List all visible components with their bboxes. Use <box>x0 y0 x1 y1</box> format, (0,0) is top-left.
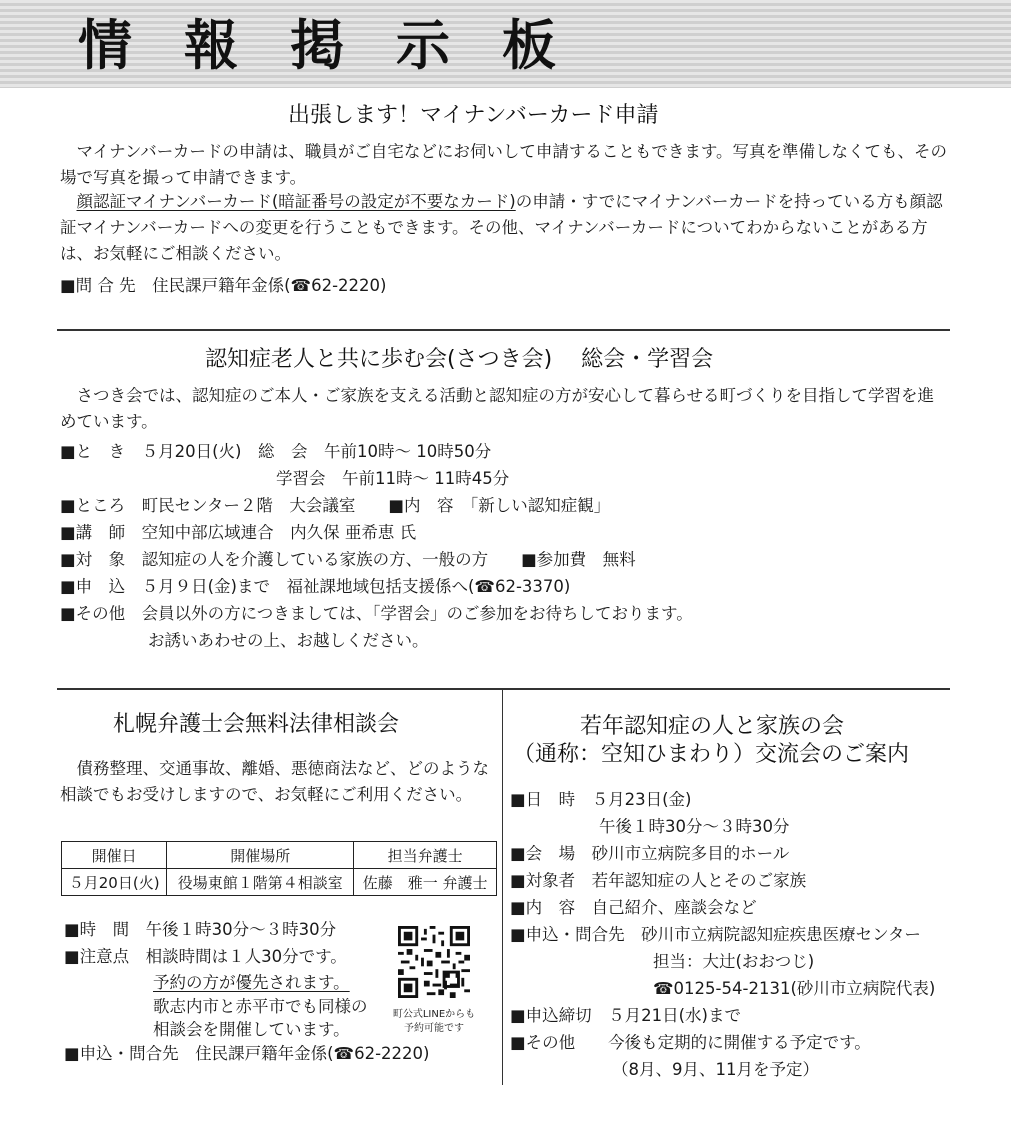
section-title-himawari: 若年認知症の人と家族の会 <box>580 714 845 739</box>
himawari-other-2: （8月、9月、11月を予定） <box>612 1060 819 1079</box>
table-header-row <box>62 842 497 869</box>
mynumber-contact: ■問 合 先 住民課戸籍年金係(☎62-2220) <box>60 276 387 295</box>
satsuki-lecturer: ■講 師 空知中部広域連合 内久保 亜希恵 氏 <box>60 523 417 542</box>
header-banner <box>0 0 1011 88</box>
satsuki-place: ■ところ 町民センター２階 大会議室 ■内 容 「新しい認知症観」 <box>60 496 611 515</box>
satsuki-apply: ■申 込 ５月９日(金)まで 福祉課地域包括支援係へ(☎62-3370) <box>60 577 571 596</box>
column-divider <box>502 690 503 1085</box>
himawari-date: ■日 時 ５月23日(金) <box>510 790 692 809</box>
himawari-person: 担当：大辻(おおつじ) <box>653 952 815 971</box>
table-header: 担当弁護士 <box>354 842 497 869</box>
table-cell-place: 役場東館１階第４相談室 <box>167 869 354 896</box>
himawari-phone: ☎0125-54-2131(砂川市立病院代表) <box>653 979 936 998</box>
lawyer-time: ■時 間 午後１時30分～３時30分 <box>64 920 337 939</box>
lawyer-note: ■注意点 相談時間は１人30分です。 <box>64 947 347 966</box>
lawyer-note-3: 歌志内市と赤平市でも同様の <box>153 997 368 1016</box>
lawyer-table <box>61 841 497 896</box>
section-title-lawyer: 札幌弁護士会無料法律相談会 <box>113 712 400 737</box>
table-cell-date: ５月20日(火) <box>62 869 167 896</box>
himawari-deadline: ■申込締切 ５月21日(水)まで <box>510 1006 741 1025</box>
mynumber-paragraph-2 <box>60 189 950 267</box>
himawari-apply: ■申込・問合先 砂川市立病院認知症疾患医療センター <box>510 925 921 944</box>
page-title: 情報掲示板 <box>78 14 608 77</box>
section-title-mynumber: 出張します！マイナンバーカード申請 <box>288 103 659 128</box>
qr-caption <box>388 1008 480 1036</box>
qr-code-icon[interactable] <box>398 926 470 998</box>
table-header: 開催日 <box>62 842 167 869</box>
divider <box>57 688 950 690</box>
himawari-target: ■対象者 若年認知症の人とそのご家族 <box>510 871 807 890</box>
himawari-content: ■内 容 自己紹介、座談会など <box>510 898 757 917</box>
satsuki-target: ■対 象 認知症の人を介護している家族の方、一般の方 ■参加費 無料 <box>60 550 636 569</box>
satsuki-other-2: お誘いあわせの上、お越しください。 <box>148 631 429 650</box>
lawyer-note-underlined: 予約の方が優先されます。 <box>153 973 350 992</box>
lawyer-paragraph: 債務整理、交通事故、離婚、悪徳商法など、どのような相談でもお受けしますので、お気軽にご利用ください。 <box>60 759 489 804</box>
lawyer-note-4: 相談会を開催しています。 <box>153 1020 350 1039</box>
divider <box>57 329 950 331</box>
lawyer-contact: ■申込・問合先 住民課戸籍年金係(☎62-2220) <box>64 1044 430 1063</box>
mynumber-paragraph-1: マイナンバーカードの申請は、職員がご自宅などにお伺いして申請することもできます。写真を準備しなくても、その場で写真を撮って申請できます。 <box>60 142 948 187</box>
table-row <box>62 869 497 896</box>
himawari-other: ■その他 今後も定期的に開催する予定です。 <box>510 1033 871 1052</box>
mynumber-underlined-text: 顔認証マイナンバーカード(暗証番号の設定が不要なカード) <box>76 192 516 211</box>
section-subtitle-himawari: （通称：空知ひまわり）交流会のご案内 <box>513 742 910 767</box>
qr-caption-line1: 町公式LINEからも <box>392 1009 476 1020</box>
table-header: 開催場所 <box>167 842 354 869</box>
satsuki-other: ■その他 会員以外の方につきましては、「学習会」のご参加をお待ちしております。 <box>60 604 693 623</box>
lawyer-note-2 <box>153 970 350 996</box>
himawari-time: 午後１時30分～３時30分 <box>599 817 790 836</box>
satsuki-date: ■と き ５月20日(火) 総 会 午前10時～ 10時50分 <box>60 442 492 461</box>
table-cell-lawyer: 佐藤 雅一 弁護士 <box>354 869 497 896</box>
satsuki-paragraph: さつき会では、認知症のご本人・ご家族を支える活動と認知症の方が安心して暮らせる町づくりを目指して学習を進めています。 <box>60 386 935 431</box>
qr-caption-line2: 予約可能です <box>404 1023 464 1034</box>
satsuki-date-2: 学習会 午前11時～ 11時45分 <box>276 469 510 488</box>
mynumber-paragraph-2-rest: の申請・すでにマイナンバーカードを持っている方も顔認証マイナンバーカードへの変更を行うこともできます。その他、マイナンバーカードについてわからないことがある方は、お気軽にご相談ください。 <box>60 192 943 263</box>
himawari-venue: ■会 場 砂川市立病院多目的ホール <box>510 844 790 863</box>
section-title-satsuki: 認知症老人と共に歩む会(さつき会) 総会・学習会 <box>205 347 714 372</box>
